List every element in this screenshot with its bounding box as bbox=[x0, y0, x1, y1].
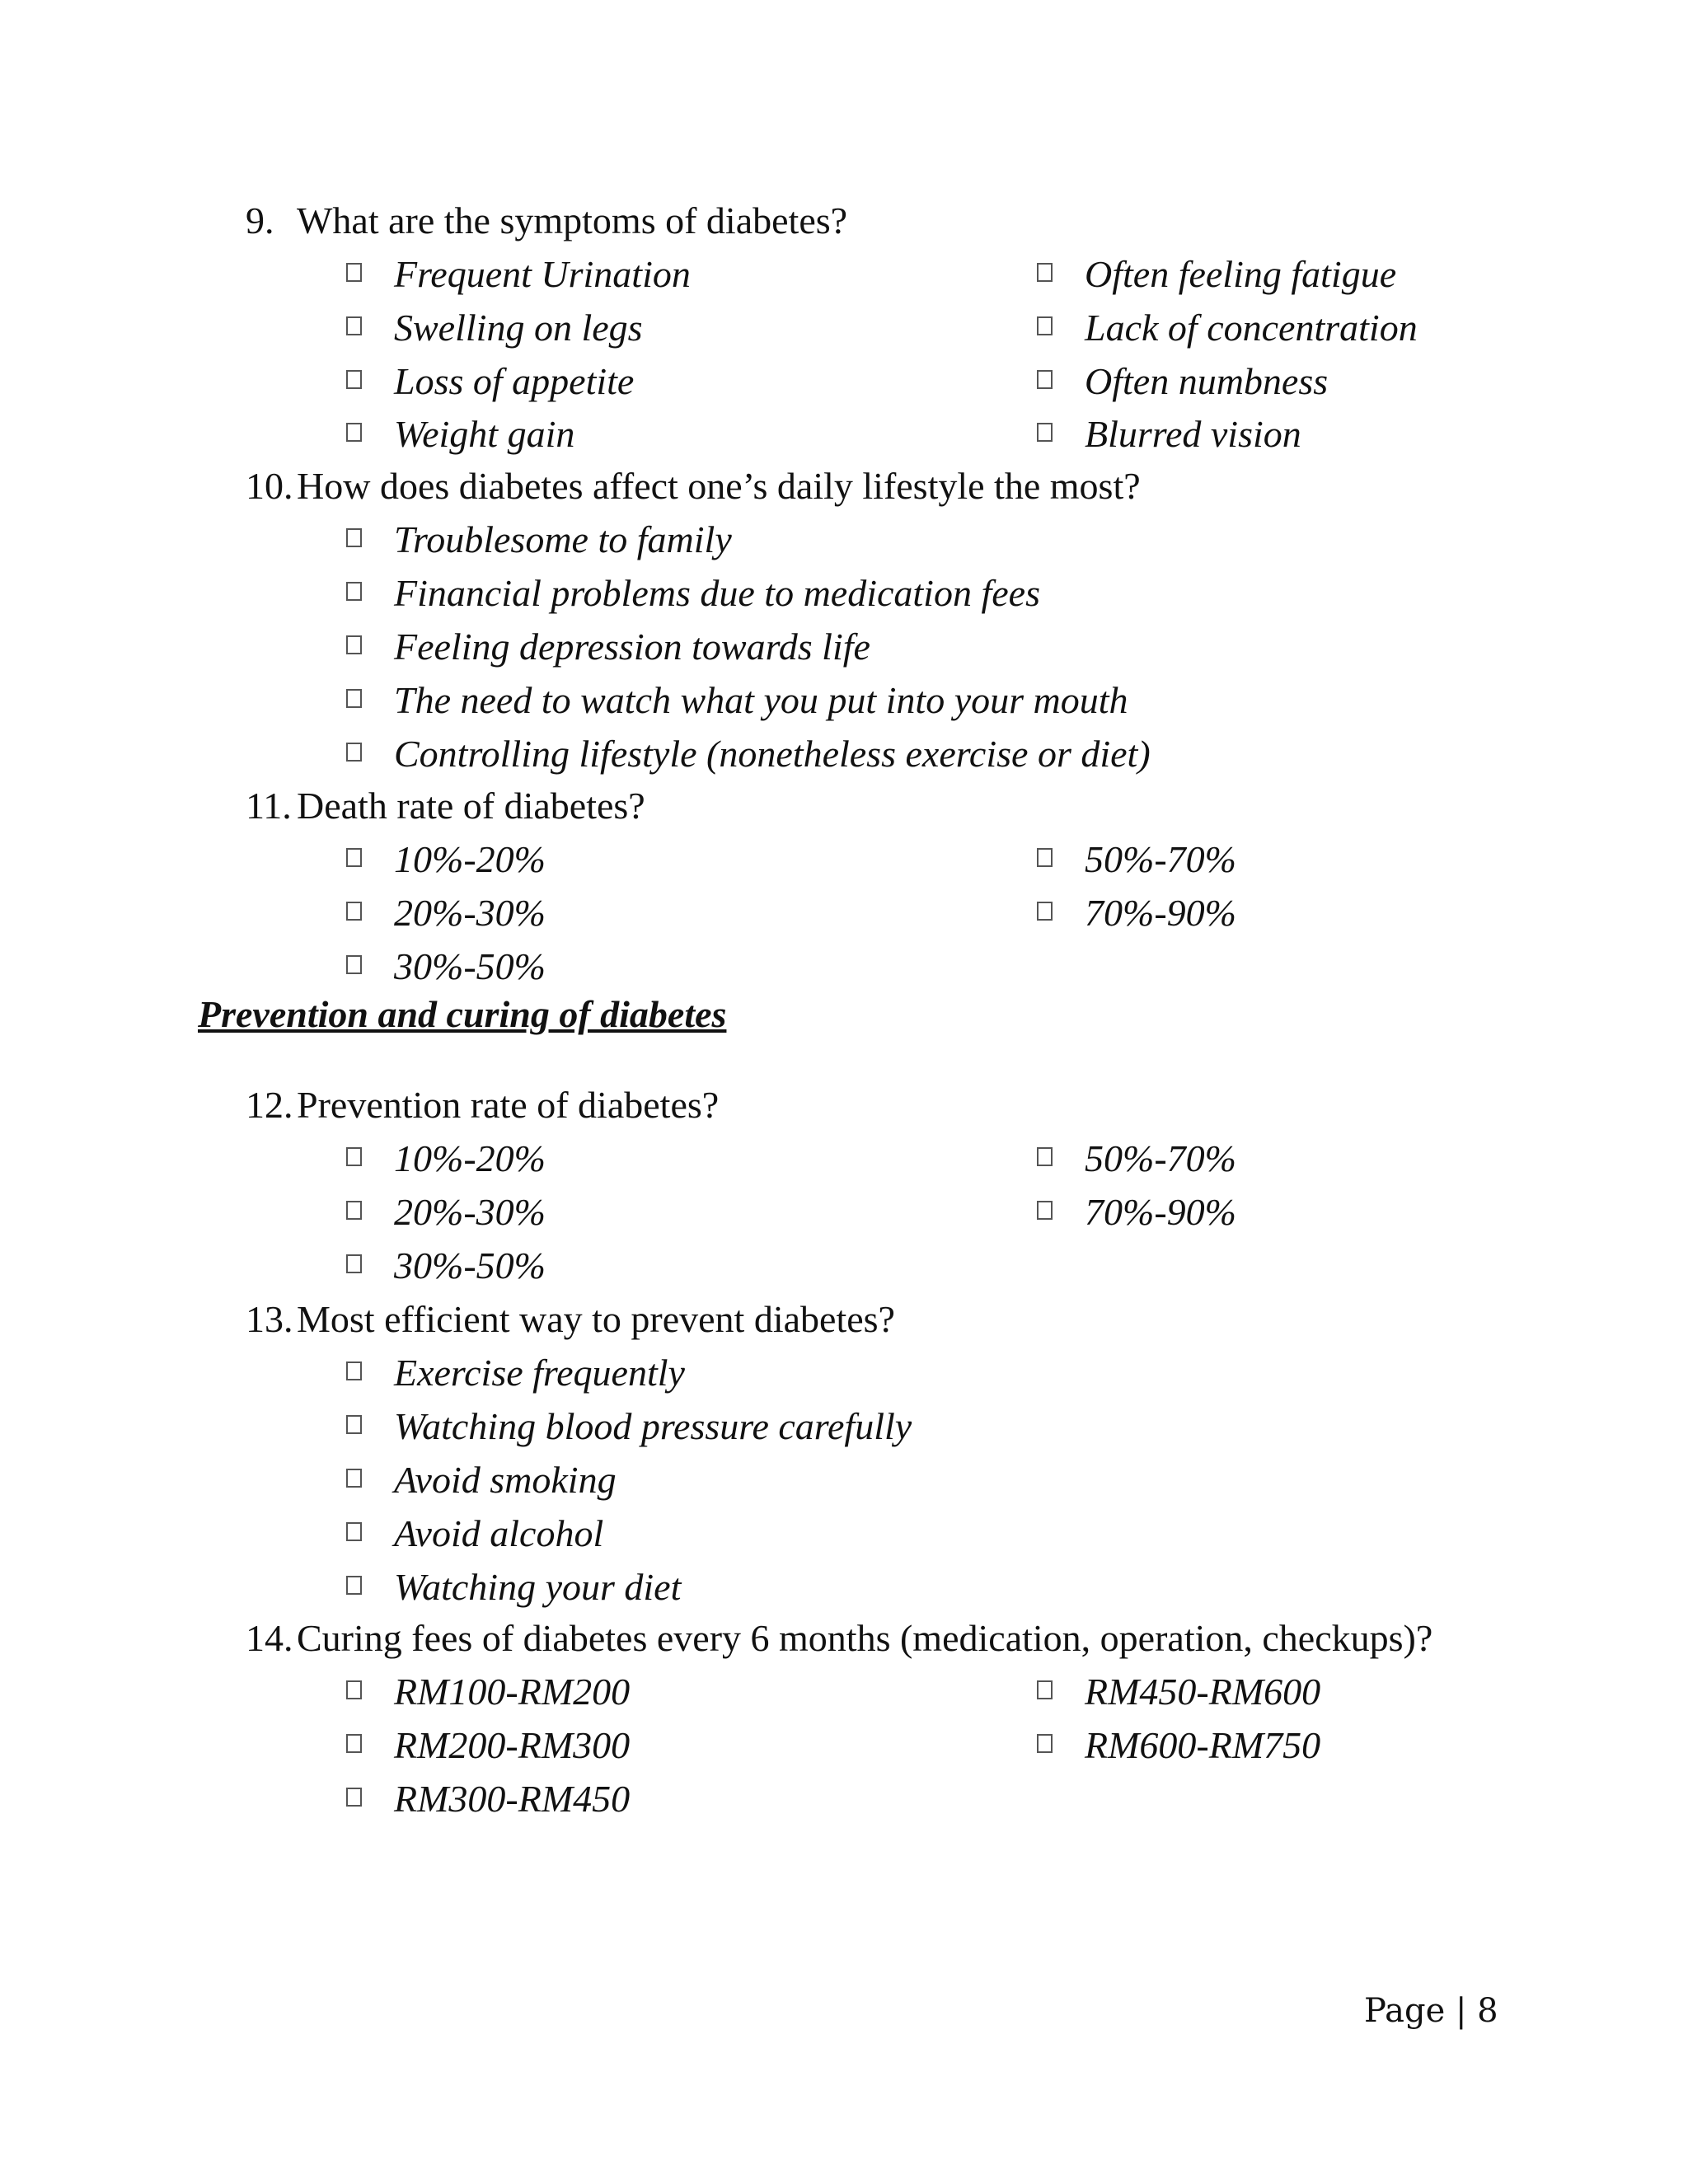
option-label: Frequent Urination bbox=[394, 253, 691, 295]
section-heading: Prevention and curing of diabetes bbox=[198, 993, 727, 1035]
option-label: 70%-90% bbox=[1085, 892, 1236, 934]
option-label: RM200-RM300 bbox=[394, 1724, 631, 1766]
question-number: 9. bbox=[246, 199, 274, 241]
option-label: RM450-RM600 bbox=[1085, 1671, 1321, 1713]
checkbox[interactable] bbox=[346, 582, 362, 601]
question-number: 11. bbox=[246, 785, 292, 827]
checkbox[interactable] bbox=[1037, 1680, 1053, 1699]
checkbox[interactable] bbox=[346, 1522, 362, 1541]
question-11 bbox=[246, 785, 645, 827]
question-number: 10. bbox=[246, 465, 293, 507]
checkbox[interactable] bbox=[1037, 370, 1053, 389]
question-text: Death rate of diabetes? bbox=[297, 785, 645, 827]
option-label: 30%-50% bbox=[394, 1244, 546, 1286]
checkbox[interactable] bbox=[1037, 1734, 1053, 1753]
option-label: 10%-20% bbox=[394, 1137, 546, 1179]
option-label: Swelling on legs bbox=[394, 307, 643, 349]
checkbox[interactable] bbox=[346, 1415, 362, 1434]
option-label: Watching your diet bbox=[394, 1566, 682, 1608]
option-label: Often feeling fatigue bbox=[1085, 253, 1397, 295]
checkbox[interactable] bbox=[346, 1734, 362, 1753]
question-text: Most efficient way to prevent diabetes? bbox=[297, 1298, 895, 1340]
checkbox[interactable] bbox=[346, 743, 362, 762]
question-text: Curing fees of diabetes every 6 months (medication, operation, checkups)? bbox=[297, 1617, 1433, 1659]
option-label: 20%-30% bbox=[394, 1191, 546, 1233]
question-9 bbox=[246, 199, 848, 241]
checkbox[interactable] bbox=[1037, 316, 1053, 335]
option-label: 50%-70% bbox=[1085, 838, 1236, 880]
option-label: Weight gain bbox=[394, 413, 575, 455]
option-label: Loss of appetite bbox=[394, 360, 635, 402]
option-label: 10%-20% bbox=[394, 838, 546, 880]
question-text: Prevention rate of diabetes? bbox=[297, 1084, 720, 1126]
question-14 bbox=[246, 1617, 1433, 1659]
option-label: 20%-30% bbox=[394, 892, 546, 934]
checkbox[interactable] bbox=[1037, 263, 1053, 282]
option-label: Often numbness bbox=[1085, 360, 1329, 402]
checkbox[interactable] bbox=[1037, 1201, 1053, 1220]
checkbox[interactable] bbox=[346, 635, 362, 654]
option-label: Exercise frequently bbox=[394, 1352, 685, 1394]
checkbox[interactable] bbox=[346, 528, 362, 547]
checkbox[interactable] bbox=[346, 1147, 362, 1166]
option-label: 50%-70% bbox=[1085, 1137, 1236, 1179]
page-number: Page | 8 bbox=[1364, 1992, 1498, 2030]
checkbox[interactable] bbox=[346, 1201, 362, 1220]
checkbox[interactable] bbox=[346, 689, 362, 708]
option-label: Financial problems due to medication fees bbox=[394, 572, 1040, 614]
option-label: Avoid alcohol bbox=[394, 1512, 604, 1554]
checkbox[interactable] bbox=[346, 316, 362, 335]
checkbox[interactable] bbox=[1037, 1147, 1053, 1166]
question-text: How does diabetes affect one’s daily lifestyle the most? bbox=[297, 465, 1141, 507]
option-label: Controlling lifestyle (nonetheless exercise or diet) bbox=[394, 733, 1151, 775]
option-label: Lack of concentration bbox=[1085, 307, 1418, 349]
checkbox[interactable] bbox=[1037, 902, 1053, 921]
option-label: Blurred vision bbox=[1085, 413, 1301, 455]
question-13 bbox=[246, 1298, 895, 1340]
checkbox[interactable] bbox=[346, 1361, 362, 1380]
checkbox[interactable] bbox=[346, 263, 362, 282]
checkbox[interactable] bbox=[346, 370, 362, 389]
checkbox[interactable] bbox=[346, 1788, 362, 1807]
checkbox[interactable] bbox=[1037, 423, 1053, 442]
option-label: Troublesome to family bbox=[394, 518, 732, 560]
checkbox[interactable] bbox=[346, 423, 362, 442]
checkbox[interactable] bbox=[346, 848, 362, 867]
checkbox[interactable] bbox=[346, 1469, 362, 1488]
option-label: Feeling depression towards life bbox=[394, 626, 870, 668]
question-text: What are the symptoms of diabetes? bbox=[297, 199, 848, 241]
option-label: Watching blood pressure carefully bbox=[394, 1405, 912, 1447]
option-label: RM100-RM200 bbox=[394, 1671, 631, 1713]
question-10 bbox=[246, 465, 1141, 507]
option-label: The need to watch what you put into your mouth bbox=[394, 679, 1128, 721]
checkbox[interactable] bbox=[346, 902, 362, 921]
question-12 bbox=[246, 1084, 720, 1126]
option-label: 30%-50% bbox=[394, 945, 546, 987]
checkbox[interactable] bbox=[346, 1254, 362, 1273]
option-label: Avoid smoking bbox=[394, 1459, 617, 1501]
option-label: 70%-90% bbox=[1085, 1191, 1236, 1233]
checkbox[interactable] bbox=[1037, 848, 1053, 867]
question-number: 13. bbox=[246, 1298, 293, 1340]
option-label: RM600-RM750 bbox=[1085, 1724, 1321, 1766]
option-label: RM300-RM450 bbox=[394, 1778, 631, 1820]
checkbox[interactable] bbox=[346, 955, 362, 974]
question-number: 12. bbox=[246, 1084, 293, 1126]
checkbox[interactable] bbox=[346, 1576, 362, 1595]
checkbox[interactable] bbox=[346, 1680, 362, 1699]
question-number: 14. bbox=[246, 1617, 293, 1659]
